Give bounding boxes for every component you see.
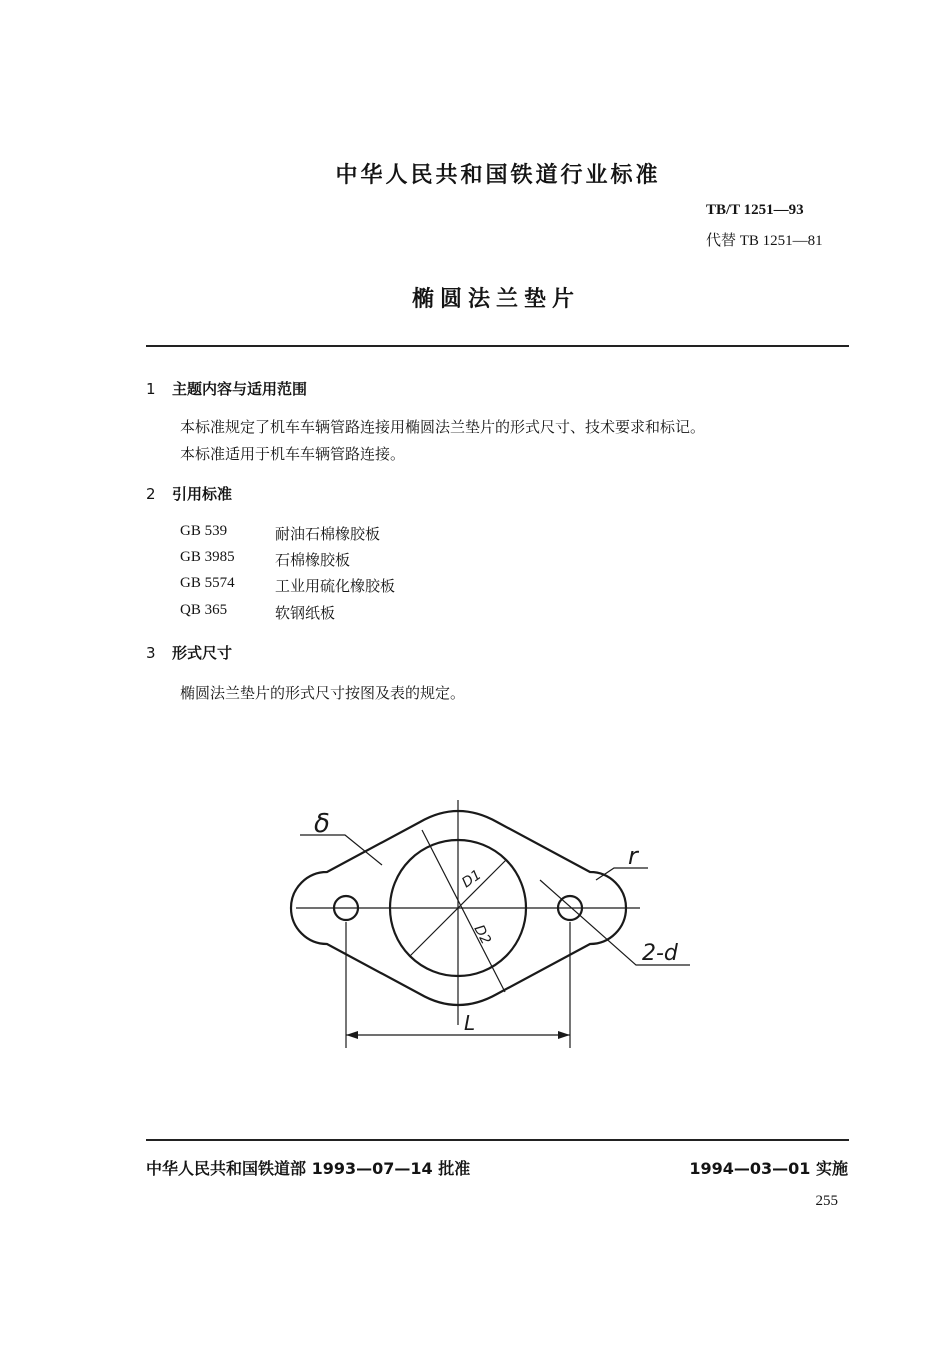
holes-label: 2-d [642,941,678,966]
l-arrow-right [558,1031,570,1039]
reference-code: QB 365 [180,602,228,618]
section-1-paragraph-2: 本标准适用于机车车辆管路连接。 [180,445,406,463]
section-1-number: 1 [146,380,156,398]
replaces-code: 代替 TB 1251—81 [706,233,823,249]
reference-name: 工业用硫化橡胶板 [275,577,396,595]
d1-label: D1 [459,866,485,892]
length-label: L [464,1011,476,1035]
section-1-title: 主题内容与适用范围 [172,380,308,398]
d2-label: D2 [470,922,494,948]
d2-leader-line [422,830,505,992]
document-title: 椭圆法兰垫片 [411,287,580,312]
reference-code: GB 5574 [180,575,235,591]
section-2-title: 引用标准 [172,485,233,503]
section-3-title: 形式尺寸 [172,644,233,662]
bottom-divider [146,1139,849,1141]
radius-label: r [628,842,638,870]
section-2-number: 2 [146,485,156,503]
reference-name: 耐油石棉橡胶板 [275,525,381,543]
reference-name: 软钢纸板 [275,604,336,622]
org-title: 中华人民共和国铁道行业标准 [335,163,661,188]
delta-label: δ [314,809,330,839]
standard-code: TB/T 1251—93 [706,202,804,218]
section-3-number: 3 [146,644,156,662]
reference-code: GB 539 [180,523,228,539]
section-3-paragraph-1: 椭圆法兰垫片的形式尺寸按图及表的规定。 [180,684,466,702]
l-arrow-left [346,1031,358,1039]
issuer-line: 中华人民共和国铁道部 1993—07—14 批准 [146,1159,471,1178]
section-1-paragraph-1: 本标准规定了机车车辆管路连接用椭圆法兰垫片的形式尺寸、技术要求和标记。 [180,418,706,436]
reference-name: 石棉橡胶板 [275,551,351,569]
page-number: 255 [815,1193,838,1209]
reference-code: GB 3985 [180,549,235,565]
effective-date: 1994—03—01 实施 [689,1159,848,1178]
